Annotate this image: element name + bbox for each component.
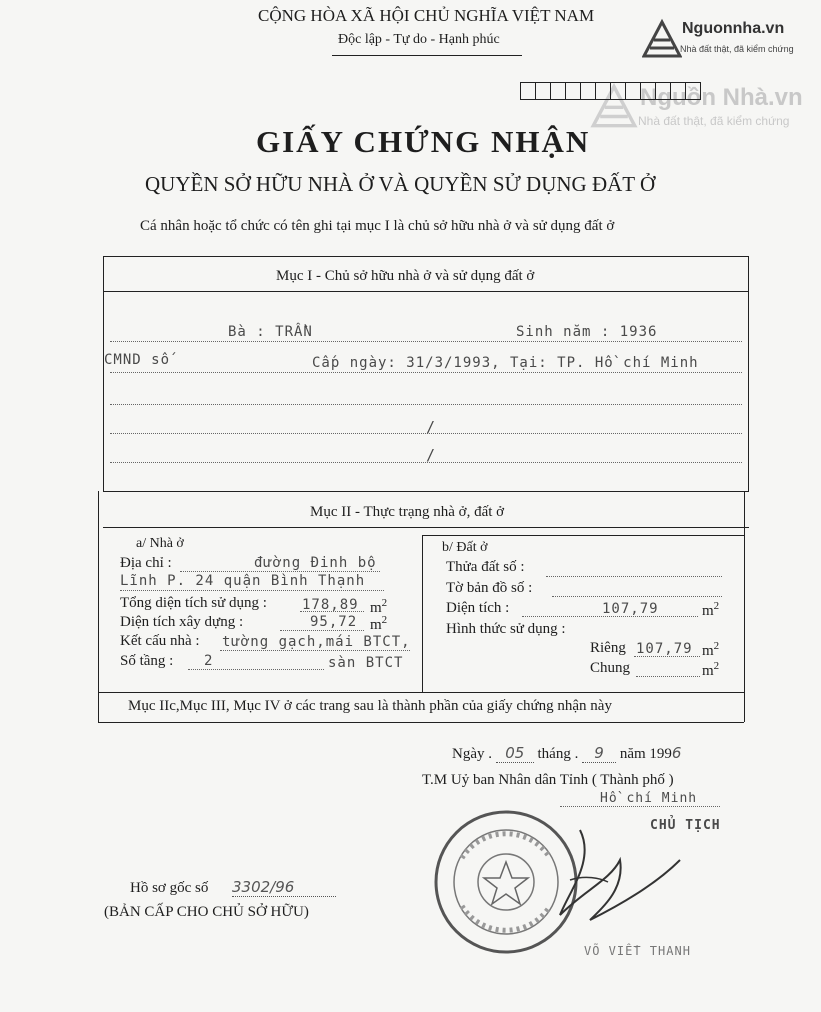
land-label: b/ Đất ở (442, 540, 488, 555)
shared-use-dots (636, 676, 700, 677)
section1-heading-divider (103, 291, 749, 292)
floors-label: Số tầng : (120, 653, 174, 669)
parcel-dots (546, 576, 722, 577)
address-line2-dots (120, 590, 384, 591)
section2-left-border (98, 491, 99, 722)
parcel-label: Thửa đất số : (446, 559, 525, 575)
usage-label: Hình thức sử dụng : (446, 621, 566, 637)
date-prefix: Ngày . (452, 746, 492, 762)
owner-birth-year: Sinh năm : 1936 (516, 324, 658, 340)
section1-top-border (103, 256, 749, 257)
built-area-unit: $m^2$ (370, 614, 388, 633)
document-title: GIẤY CHỨNG NHẬN (256, 124, 591, 159)
section1-slash1: / (426, 418, 437, 436)
section1-heading: Mục I - Chủ sở hữu nhà ở và sử dụng đất ở (276, 268, 535, 284)
section2-heading-divider (103, 527, 749, 528)
built-area-value: 95,72 (310, 614, 358, 630)
address-label: Địa chỉ : (120, 555, 172, 571)
address-line1-dots (180, 571, 380, 572)
address-line2: Lĩnh P. 24 quận Bình Thạnh (120, 573, 366, 589)
city-name: Hồ chí Minh (600, 791, 698, 806)
built-area-dots (280, 630, 364, 631)
section2-inner-divider (422, 535, 423, 693)
land-area-unit: $m^2$ (702, 600, 720, 619)
date-month: 9 (582, 744, 616, 763)
intro-text: Cá nhân hoặc tổ chức có tên ghi tại mục I là chủ sở hữu nhà ở và sử dụng đất ở (140, 218, 615, 234)
chairman-title: CHỦ TỊCH (650, 818, 721, 833)
motto: Độc lập - Tự do - Hạnh phúc (338, 32, 500, 47)
section1-line1 (110, 341, 742, 342)
record-number-value: 3302/96 (232, 878, 336, 897)
private-use-unit: $m^2$ (702, 640, 720, 659)
shared-use-unit: $m^2$ (702, 660, 720, 679)
date-day: 05 (496, 744, 534, 763)
owner-name: Bà : TRẦN (228, 324, 313, 340)
structure-dots (220, 650, 410, 651)
land-area-label: Diện tích : (446, 600, 510, 616)
signature-scribble-icon (540, 820, 690, 930)
house-label: a/ Nhà ở (136, 536, 184, 551)
section2-right-border (744, 491, 745, 722)
private-use-label: Riêng (590, 640, 626, 656)
house-logo-icon (642, 18, 682, 58)
shared-use-label: Chung (590, 660, 631, 676)
address-line1: đường Đinh bộ (254, 555, 377, 571)
watermark-logo-top (642, 18, 682, 63)
section1-slash2: / (426, 446, 437, 464)
floors-dots (188, 669, 324, 670)
document-subtitle: QUYỀN SỞ HỮU NHÀ Ở VÀ QUYỀN SỬ DỤNG ĐẤT Ở (145, 172, 656, 196)
section2-heading: Mục II - Thực trạng nhà ở, đất ở (310, 504, 505, 520)
record-number-label: Hồ sơ gốc số (130, 880, 209, 896)
map-label: Tờ bản đồ số : (446, 580, 533, 596)
id-issue-info: Cấp ngày: 31/3/1993, Tại: TP. Hồ chí Minh (312, 355, 699, 371)
motto-underline (332, 55, 522, 56)
id-card-label: CMND số (104, 352, 171, 368)
floors-note: sàn BTCT (328, 655, 404, 671)
total-area-unit: $m^2$ (370, 597, 388, 616)
section1-line2 (110, 372, 742, 373)
signer-name: VÕ VIẾT THANH (584, 944, 691, 958)
section1-right-border (748, 256, 749, 492)
footer-note: Mục IIc,Mục III, Mục IV ở các trang sau là thành phần của giấy chứng nhận này (128, 698, 612, 714)
total-area-value: 178,89 (302, 597, 359, 613)
date-year-digit: 6 (671, 744, 682, 762)
land-area-value: 107,79 (602, 601, 659, 617)
issue-date (452, 744, 681, 763)
section1-left-border (103, 256, 104, 492)
map-dots (552, 596, 722, 597)
built-area-label: Diện tích xây dựng : (120, 614, 244, 630)
total-area-label: Tổng diện tích sử dụng : (120, 595, 267, 611)
watermark-brand-mid: Nguồn Nhà.vn (640, 84, 803, 111)
section2-inner-top (422, 535, 744, 536)
city-dots (560, 806, 720, 807)
watermark-tagline-mid: Nhà đất thật, đã kiểm chứng (638, 114, 790, 128)
country-name: CỘNG HÒA XÃ HỘI CHỦ NGHĨA VIỆT NAM (258, 6, 595, 25)
serial-number-boxes (520, 82, 701, 100)
section2-top-border (103, 491, 749, 492)
section1-line3 (110, 404, 742, 405)
watermark-brand-top: Nguonnha.vn (682, 20, 785, 37)
month-label: tháng . (537, 746, 579, 762)
structure-label: Kết cấu nhà : (120, 633, 200, 649)
section2-inner-bottom (98, 692, 744, 693)
year-label: năm 199 (619, 746, 672, 762)
private-use-value: 107,79 (636, 641, 693, 657)
section2-bottom-border (98, 722, 744, 723)
watermark-tagline-top: Nhà đất thật, đã kiểm chứng (680, 44, 794, 54)
copy-note: (BẢN CẤP CHO CHỦ SỞ HỮU) (104, 904, 309, 920)
structure-value: tường gạch,mái BTCT, (222, 634, 411, 650)
authority-line: T.M Uỷ ban Nhân dân Tỉnh ( Thành phố ) (422, 772, 674, 788)
floors-value: 2 (204, 653, 214, 669)
